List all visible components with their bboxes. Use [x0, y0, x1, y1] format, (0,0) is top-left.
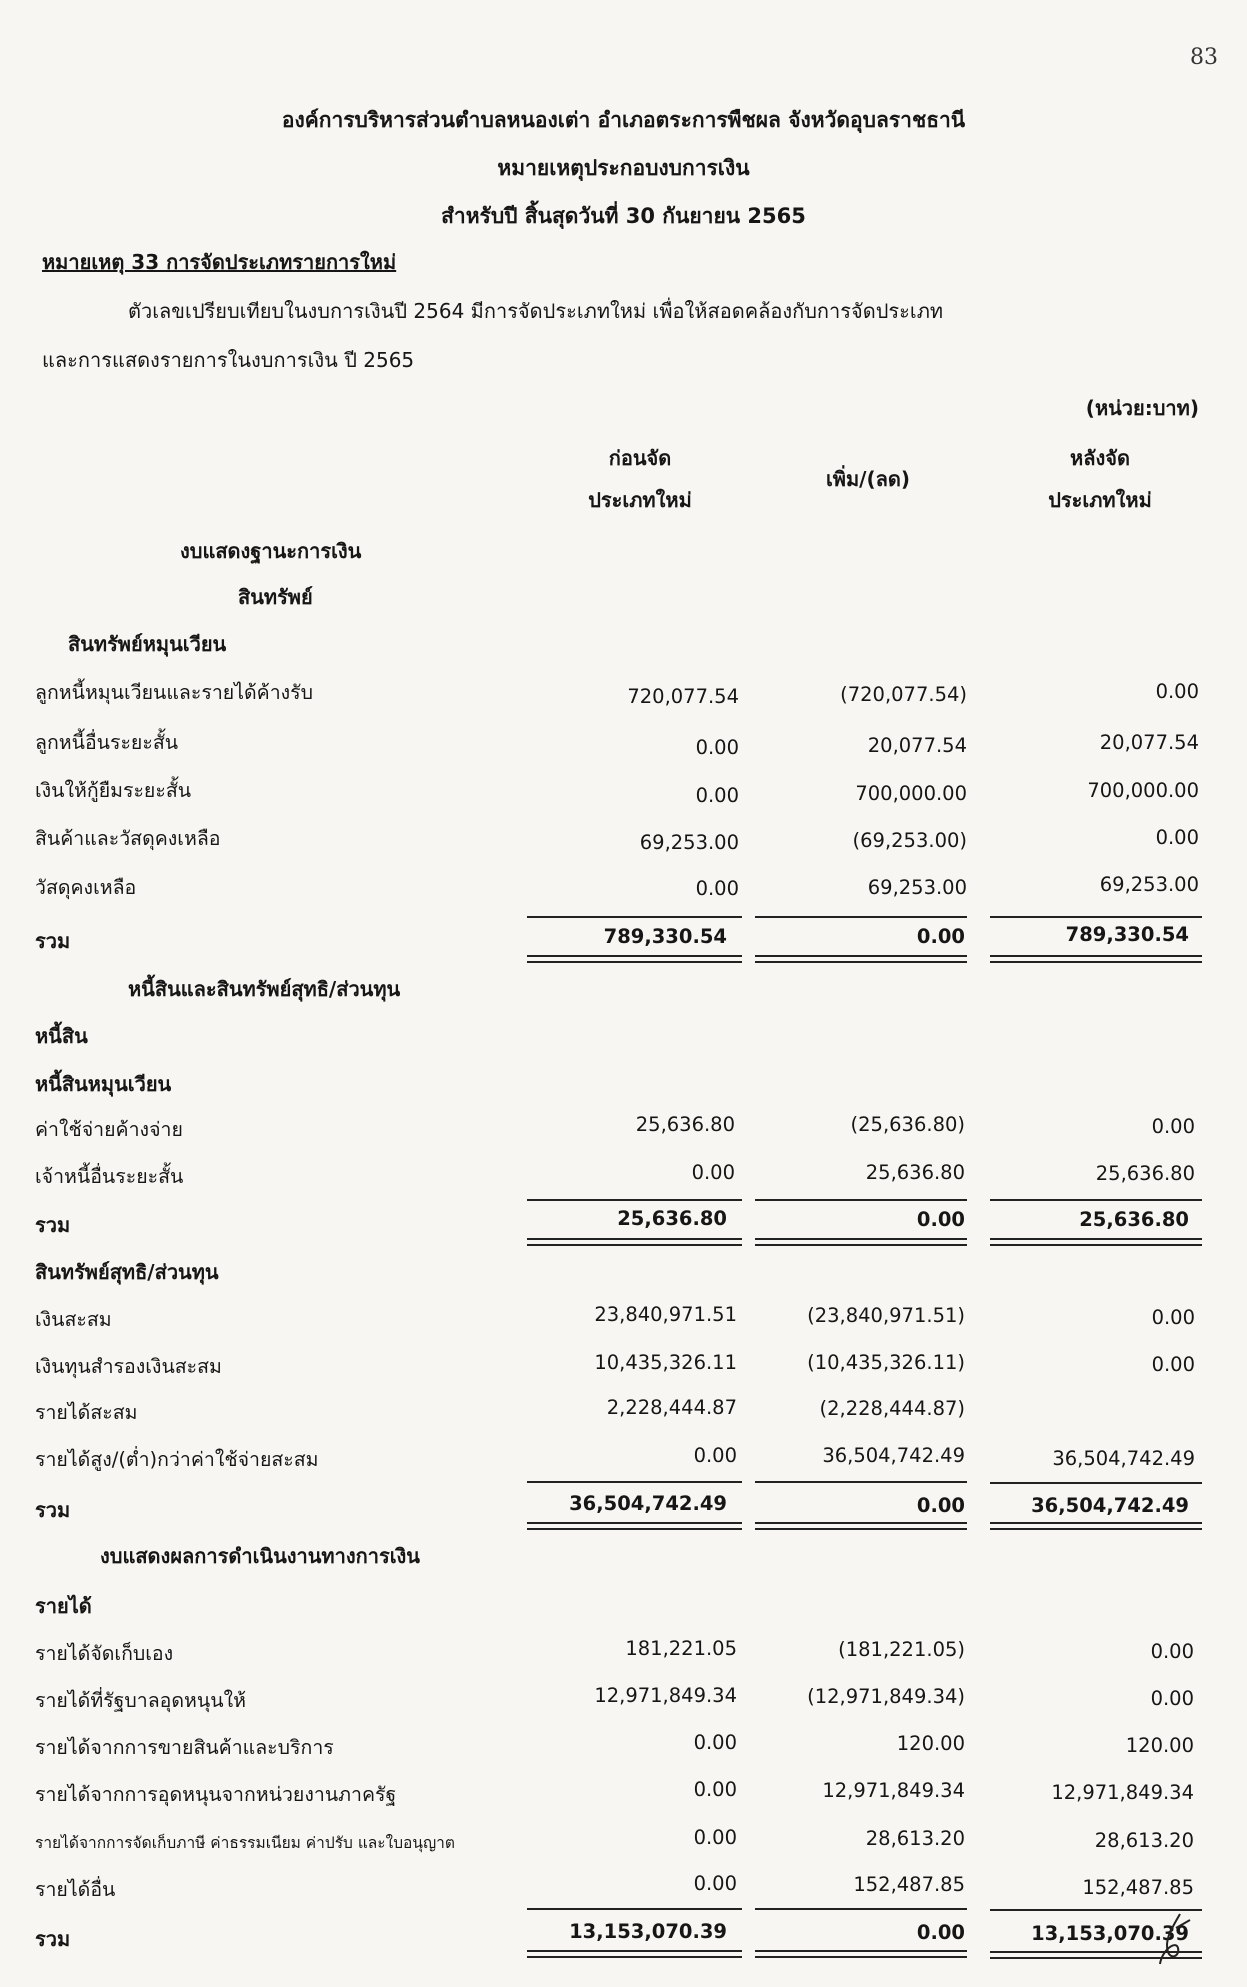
row-label: รายได้จากการอุดหนุนจากหน่วยงานภาครัฐ	[35, 1783, 397, 1806]
total-before-value: 25,636.80	[617, 1207, 727, 1230]
subtotal-rule	[527, 1481, 742, 1483]
subtotal-rule	[755, 1908, 967, 1910]
row-label: ลูกหนี้อื่นระยะสั้น	[35, 731, 179, 754]
row-change-value: (10,435,326.11)	[807, 1351, 965, 1374]
row-label: เงินสะสม	[35, 1308, 112, 1331]
col-after-line-2: ประเภทใหม่	[1048, 488, 1152, 512]
equity-heading: สินทรัพย์สุทธิ/ส่วนทุน	[35, 1260, 219, 1284]
document-title: หมายเหตุประกอบงบการเงิน	[497, 156, 750, 180]
total-double-rule	[527, 1522, 742, 1530]
balance-sheet-title: งบแสดงฐานะการเงิน	[180, 539, 362, 563]
total-after-value: 13,153,070.39	[1031, 1922, 1189, 1945]
total-before-value: 13,153,070.39	[569, 1920, 727, 1943]
row-before-value: 23,840,971.51	[594, 1303, 737, 1326]
row-label: รายได้ที่รัฐบาลอุดหนุนให้	[35, 1689, 246, 1712]
row-before-value: 12,971,849.34	[594, 1684, 737, 1707]
row-before-value: 0.00	[693, 1444, 737, 1467]
row-after-value: 700,000.00	[1087, 779, 1199, 802]
row-label: รายได้สูง/(ต่ำ)กว่าค่าใช้จ่ายสะสม	[35, 1448, 319, 1471]
row-before-value: 0.00	[691, 1161, 735, 1184]
current-liabilities-heading: หนี้สินหมุนเวียน	[35, 1072, 172, 1096]
row-change-value: 12,971,849.34	[822, 1779, 965, 1802]
total-before-value: 789,330.54	[603, 925, 727, 948]
row-before-value: 181,221.05	[625, 1637, 737, 1660]
subtotal-rule	[755, 1481, 967, 1483]
row-change-value: 25,636.80	[865, 1161, 965, 1184]
row-label: รายได้จากการขายสินค้าและบริการ	[35, 1736, 334, 1759]
total-after-value: 36,504,742.49	[1031, 1494, 1189, 1517]
row-after-value: 0.00	[1150, 1687, 1194, 1710]
row-change-value: 152,487.85	[853, 1873, 965, 1896]
subtotal-rule	[755, 916, 967, 918]
row-change-value: 700,000.00	[855, 782, 967, 805]
total-before-value: 36,504,742.49	[569, 1492, 727, 1515]
row-label: วัสดุคงเหลือ	[35, 876, 137, 899]
row-before-value: 0.00	[693, 1778, 737, 1801]
row-before-value: 0.00	[695, 877, 739, 900]
total-label: รวม	[35, 1213, 71, 1237]
col-before-header	[540, 437, 740, 521]
row-label: สินค้าและวัสดุคงเหลือ	[35, 827, 221, 850]
liabilities-heading: หนี้สิน	[35, 1024, 88, 1048]
row-after-value: 36,504,742.49	[1052, 1447, 1195, 1470]
col-change-label: เพิ่ม/(ลด)	[825, 467, 911, 491]
total-after-value: 789,330.54	[1065, 923, 1189, 946]
row-change-value: (23,840,971.51)	[807, 1304, 965, 1327]
row-change-value: 120.00	[896, 1732, 965, 1755]
row-change-value: (25,636.80)	[850, 1113, 965, 1136]
row-after-value: 0.00	[1151, 1306, 1195, 1329]
row-before-value: 0.00	[693, 1731, 737, 1754]
col-change-header	[768, 458, 968, 500]
row-change-value: (12,971,849.34)	[807, 1685, 965, 1708]
income-statement-title: งบแสดงผลการดำเนินงานทางการเงิน	[100, 1544, 420, 1568]
total-label: รวม	[35, 1498, 71, 1522]
row-after-value: 25,636.80	[1095, 1162, 1195, 1185]
total-double-rule	[755, 1522, 967, 1530]
row-change-value: 69,253.00	[867, 876, 967, 899]
subtotal-rule	[755, 1199, 967, 1201]
row-change-value: (69,253.00)	[852, 829, 967, 852]
col-before-line-1: ก่อนจัด	[608, 446, 672, 470]
revenue-heading: รายได้	[35, 1594, 92, 1618]
subtotal-rule	[990, 1199, 1202, 1201]
row-change-value: (181,221.05)	[838, 1638, 965, 1661]
total-double-rule	[990, 955, 1202, 963]
row-before-value: 2,228,444.87	[606, 1396, 737, 1419]
row-before-value: 10,435,326.11	[594, 1351, 737, 1374]
note-title: หมายเหตุ 33 การจัดประเภทรายการใหม่	[42, 250, 397, 274]
row-label: เจ้าหนี้อื่นระยะสั้น	[35, 1165, 184, 1188]
subtotal-rule	[527, 916, 742, 918]
total-double-rule	[990, 1238, 1202, 1246]
col-before-line-2: ประเภทใหม่	[588, 488, 692, 512]
row-after-value: 120.00	[1125, 1734, 1194, 1757]
row-label: รายได้จัดเก็บเอง	[35, 1642, 174, 1665]
subtotal-rule	[990, 1482, 1202, 1484]
row-label: รายได้อื่น	[35, 1878, 116, 1901]
row-before-value: 0.00	[695, 736, 739, 759]
note-paragraph-line-1: ตัวเลขเปรียบเทียบในงบการเงินปี 2564 มีการจัดประเภทใหม่ เพื่อให้สอดคล้องกับการจัดประเภท	[128, 299, 944, 323]
current-assets-heading: สินทรัพย์หมุนเวียน	[68, 632, 227, 656]
row-change-value: (2,228,444.87)	[819, 1397, 965, 1420]
row-after-value: 20,077.54	[1099, 731, 1199, 754]
row-change-value: (720,077.54)	[840, 683, 967, 706]
col-after-line-1: หลังจัด	[1070, 446, 1130, 470]
total-double-rule	[755, 1238, 967, 1246]
row-before-value: 0.00	[693, 1826, 737, 1849]
subtotal-rule	[990, 916, 1202, 918]
row-after-value: 0.00	[1151, 1353, 1195, 1376]
subtotal-rule	[527, 1199, 742, 1201]
total-change-value: 0.00	[916, 1208, 965, 1231]
row-label: ค่าใช้จ่ายค้างจ่าย	[35, 1118, 183, 1141]
row-after-value: 12,971,849.34	[1051, 1781, 1194, 1804]
unit-label: (หน่วย:บาท)	[1085, 396, 1199, 420]
total-change-value: 0.00	[916, 925, 965, 948]
row-before-value: 720,077.54	[627, 685, 739, 708]
total-double-rule	[990, 1522, 1202, 1530]
row-before-value: 69,253.00	[639, 831, 739, 854]
row-after-value: 0.00	[1155, 826, 1199, 849]
row-label: เงินทุนสำรองเงินสะสม	[35, 1355, 222, 1378]
row-before-value: 0.00	[695, 784, 739, 807]
row-label: เงินให้กู้ยืมระยะสั้น	[35, 779, 192, 802]
total-double-rule	[527, 1950, 742, 1958]
row-before-value: 0.00	[693, 1872, 737, 1895]
note-paragraph-line-2: และการแสดงรายการในงบการเงิน ปี 2565	[42, 348, 415, 372]
row-before-value: 25,636.80	[635, 1113, 735, 1136]
signature-mark	[1150, 1910, 1200, 1970]
row-after-value: 28,613.20	[1094, 1829, 1194, 1852]
period-line: สำหรับปี สิ้นสุดวันที่ 30 กันยายน 2565	[441, 204, 806, 228]
row-after-value: 0.00	[1151, 1115, 1195, 1138]
total-double-rule	[527, 955, 742, 963]
liab-equity-heading: หนี้สินและสินทรัพย์สุทธิ/ส่วนทุน	[128, 977, 401, 1001]
row-label: รายได้สะสม	[35, 1401, 138, 1424]
total-after-value: 25,636.80	[1079, 1208, 1189, 1231]
total-label: รวม	[35, 1927, 71, 1951]
subtotal-rule	[527, 1908, 742, 1910]
row-change-value: 36,504,742.49	[822, 1444, 965, 1467]
organization-header: องค์การบริหารส่วนตำบลหนองเต่า อำเภอตระการพืชผล จังหวัดอุบลราชธานี	[281, 108, 966, 132]
row-label: รายได้จากการจัดเก็บภาษี ค่าธรรมเนียม ค่าปรับ และใบอนุญาต	[35, 1834, 455, 1852]
total-change-value: 0.00	[916, 1921, 965, 1944]
assets-heading: สินทรัพย์	[238, 585, 313, 609]
row-after-value: 152,487.85	[1082, 1876, 1194, 1899]
total-double-rule	[755, 1950, 967, 1958]
page-number-mark: 83	[1190, 45, 1218, 70]
row-label: ลูกหนี้หมุนเวียนและรายได้ค้างรับ	[35, 681, 314, 704]
row-after-value: 0.00	[1155, 680, 1199, 703]
row-after-value: 69,253.00	[1099, 873, 1199, 896]
row-after-value: 0.00	[1150, 1640, 1194, 1663]
row-change-value: 20,077.54	[867, 734, 967, 757]
row-change-value: 28,613.20	[865, 1827, 965, 1850]
total-change-value: 0.00	[916, 1494, 965, 1517]
total-label: รวม	[35, 929, 71, 953]
total-double-rule	[755, 955, 967, 963]
col-after-header	[1000, 437, 1200, 521]
total-double-rule	[527, 1238, 742, 1246]
